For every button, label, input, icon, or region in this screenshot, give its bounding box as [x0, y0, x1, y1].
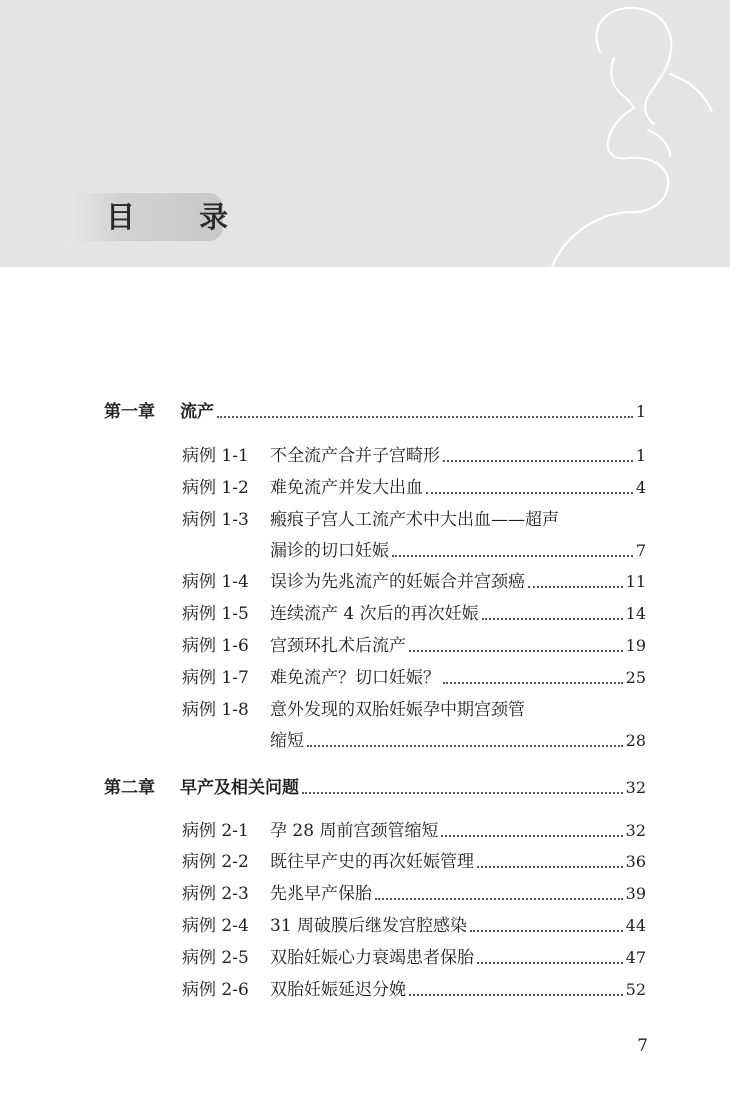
toc-case-2-5[interactable] [182, 944, 646, 972]
case-title-continuation: 漏诊的切口妊娠 [270, 541, 389, 561]
dot-leader [302, 792, 623, 794]
case-title: 难免流产？切口妊娠？ [270, 668, 440, 688]
toc-case-2-6[interactable] [182, 976, 646, 1004]
dot-leader [375, 898, 623, 900]
case-title: 意外发现的双胎妊娠孕中期宫颈管 [270, 700, 525, 720]
dot-leader [307, 745, 623, 747]
toc-case-1-2[interactable] [182, 474, 646, 502]
toc-case-1-8[interactable] [182, 696, 646, 724]
chapter-title: 流产 [180, 402, 214, 422]
chapter-page: 1 [635, 402, 646, 421]
dot-leader [443, 682, 623, 684]
toc-case-1-8-continuation[interactable] [270, 727, 646, 755]
case-title: 31 周破膜后继发宫腔感染 [270, 916, 468, 936]
dot-leader [477, 866, 623, 868]
case-label: 病例 1-1 [182, 446, 249, 466]
toc-chapter-1[interactable] [104, 398, 646, 426]
case-title: 双胎妊娠延迟分娩 [270, 980, 406, 1000]
case-label: 病例 2-4 [182, 916, 249, 936]
case-label: 病例 2-1 [182, 821, 249, 841]
chapter-label: 第二章 [104, 778, 155, 798]
case-label: 病例 2-2 [182, 852, 249, 872]
case-page: 39 [625, 884, 646, 903]
case-label: 病例 1-5 [182, 604, 249, 624]
case-label: 病例 2-5 [182, 948, 249, 968]
toc-case-1-3[interactable] [182, 506, 646, 534]
case-label: 病例 1-7 [182, 668, 249, 688]
case-label: 病例 1-8 [182, 700, 249, 720]
toc-case-1-4[interactable] [182, 568, 646, 596]
case-title: 既往早产史的再次妊娠管理 [270, 852, 474, 872]
dot-leader [443, 460, 633, 462]
case-page: 1 [635, 446, 646, 465]
chapter-page: 32 [625, 778, 646, 797]
case-page: 44 [625, 916, 646, 935]
case-page: 52 [625, 980, 646, 999]
toc-case-1-7[interactable] [182, 664, 646, 692]
dot-leader [470, 930, 623, 932]
toc-case-1-3-continuation[interactable] [270, 537, 646, 565]
case-label: 病例 1-3 [182, 510, 249, 530]
case-label: 病例 2-6 [182, 980, 249, 1000]
case-title: 双胎妊娠心力衰竭患者保胎 [270, 948, 474, 968]
case-label: 病例 1-6 [182, 636, 249, 656]
case-title: 难免流产并发大出血 [270, 478, 423, 498]
dot-leader [392, 555, 633, 557]
dot-leader [441, 835, 622, 837]
toc-case-1-6[interactable] [182, 632, 646, 660]
chapter-title: 早产及相关问题 [180, 778, 299, 798]
dot-leader [217, 416, 633, 418]
toc-case-1-1[interactable] [182, 442, 646, 470]
case-title: 孕 28 周前宫颈管缩短 [270, 821, 439, 841]
toc-case-2-4[interactable] [182, 912, 646, 940]
pregnant-woman-silhouette-icon [530, 0, 730, 267]
case-title: 宫颈环扎术后流产 [270, 636, 406, 656]
toc-case-2-2[interactable] [182, 848, 646, 876]
page-number: 7 [637, 1036, 648, 1056]
case-label: 病例 1-2 [182, 478, 249, 498]
case-page: 47 [625, 948, 646, 967]
toc-case-2-1[interactable] [182, 817, 646, 845]
case-title: 连续流产 4 次后的再次妊娠 [270, 604, 479, 624]
toc-case-2-3[interactable] [182, 880, 646, 908]
case-page: 7 [635, 541, 646, 560]
case-page: 4 [635, 478, 646, 497]
case-label: 病例 1-4 [182, 572, 249, 592]
toc-case-1-5[interactable] [182, 600, 646, 628]
case-title: 瘢痕子宫人工流产术中大出血——超声 [270, 510, 559, 530]
case-page: 25 [625, 668, 646, 687]
toc-chapter-2[interactable] [104, 774, 646, 802]
dot-leader [409, 994, 623, 996]
case-title-continuation: 缩短 [270, 731, 304, 751]
case-page: 36 [625, 852, 646, 871]
case-page: 14 [625, 604, 646, 623]
case-label: 病例 2-3 [182, 884, 249, 904]
case-page: 19 [625, 636, 646, 655]
dot-leader [426, 492, 633, 494]
dot-leader [477, 962, 623, 964]
case-title: 误诊为先兆流产的妊娠合并宫颈癌 [270, 572, 525, 592]
chapter-label: 第一章 [104, 402, 155, 422]
case-title: 先兆早产保胎 [270, 884, 372, 904]
dot-leader [482, 618, 623, 620]
header-band [0, 0, 730, 267]
case-title: 不全流产合并子宫畸形 [270, 446, 440, 466]
page-title: 目 录 [106, 200, 256, 234]
case-page: 11 [625, 572, 646, 591]
case-page: 32 [625, 821, 646, 840]
dot-leader [409, 650, 623, 652]
dot-leader [528, 586, 623, 588]
case-page: 28 [625, 731, 646, 750]
